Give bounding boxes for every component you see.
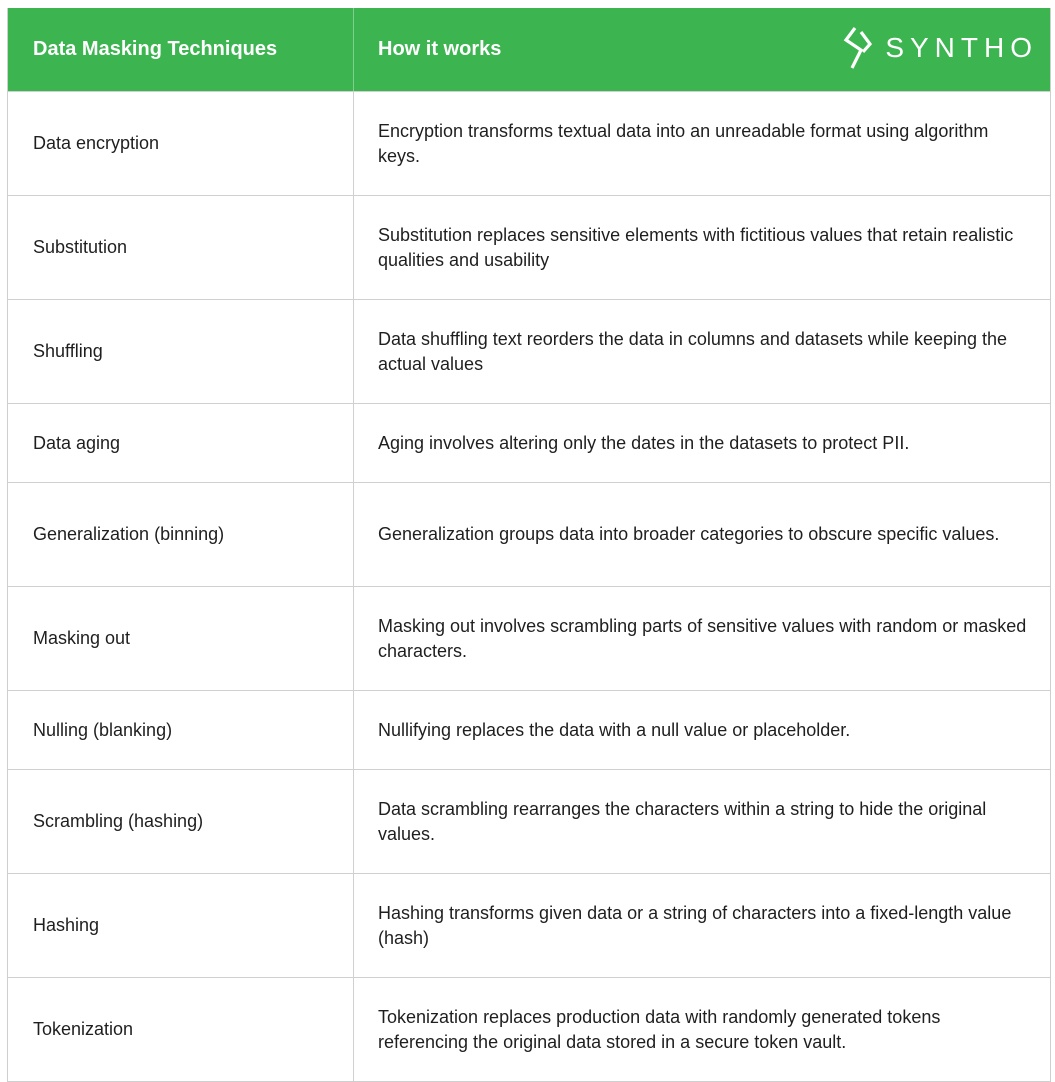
description-cell: Data scrambling rearranges the characters within a string to hide the original values. (378, 798, 987, 844)
table-row (8, 482, 1050, 586)
technique-cell: Data encryption (8, 92, 354, 195)
technique-cell: Tokenization (8, 978, 354, 1081)
table-row (8, 690, 1050, 769)
description-cell: Aging involves altering only the dates in the datasets to protect PII. (378, 432, 910, 453)
table-row (8, 977, 1050, 1081)
table-row (8, 195, 1050, 299)
table-row (8, 299, 1050, 403)
technique-cell: Data aging (8, 404, 354, 482)
table-row (8, 586, 1050, 690)
technique-cell: Hashing (8, 874, 354, 977)
technique-cell: Nulling (blanking) (8, 691, 354, 769)
header-techniques: Data Masking Techniques (8, 8, 354, 91)
description-cell: Generalization groups data into broader categories to obscure specific values. (378, 524, 1000, 544)
description-cell: Masking out involves scrambling parts of sensitive values with random or masked characters. (378, 615, 1027, 661)
description-cell: Encryption transforms textual data into an unreadable format using algorithm keys. (378, 120, 989, 166)
technique-cell: Substitution (8, 196, 354, 299)
description-cell: Substitution replaces sensitive elements with fictitious values that retain realistic qualities and usability (378, 224, 1014, 270)
technique-cell: Generalization (binning) (8, 483, 354, 586)
technique-cell: Shuffling (8, 300, 354, 403)
table-row (8, 769, 1050, 873)
table-header (8, 8, 1050, 91)
masking-techniques-table (7, 8, 1051, 1082)
description-cell: Tokenization replaces production data with randomly generated tokens referencing the original data stored in a secure token vault. (378, 1006, 941, 1052)
syntho-logo-icon (843, 26, 877, 70)
table-row (8, 403, 1050, 482)
syntho-logo (843, 26, 1038, 70)
description-cell: Nullifying replaces the data with a null value or placeholder. (378, 719, 851, 740)
logo-text: SYNTHO (885, 32, 1038, 63)
table-row (8, 91, 1050, 195)
table-row (8, 873, 1050, 977)
header-how-it-works: How it works (378, 38, 502, 60)
description-cell: Data shuffling text reorders the data in columns and datasets while keeping the actual values (378, 328, 1008, 374)
technique-cell: Scrambling (hashing) (8, 770, 354, 873)
description-cell: Hashing transforms given data or a string of characters into a fixed-length value (hash) (378, 902, 1012, 948)
technique-cell: Masking out (8, 587, 354, 690)
